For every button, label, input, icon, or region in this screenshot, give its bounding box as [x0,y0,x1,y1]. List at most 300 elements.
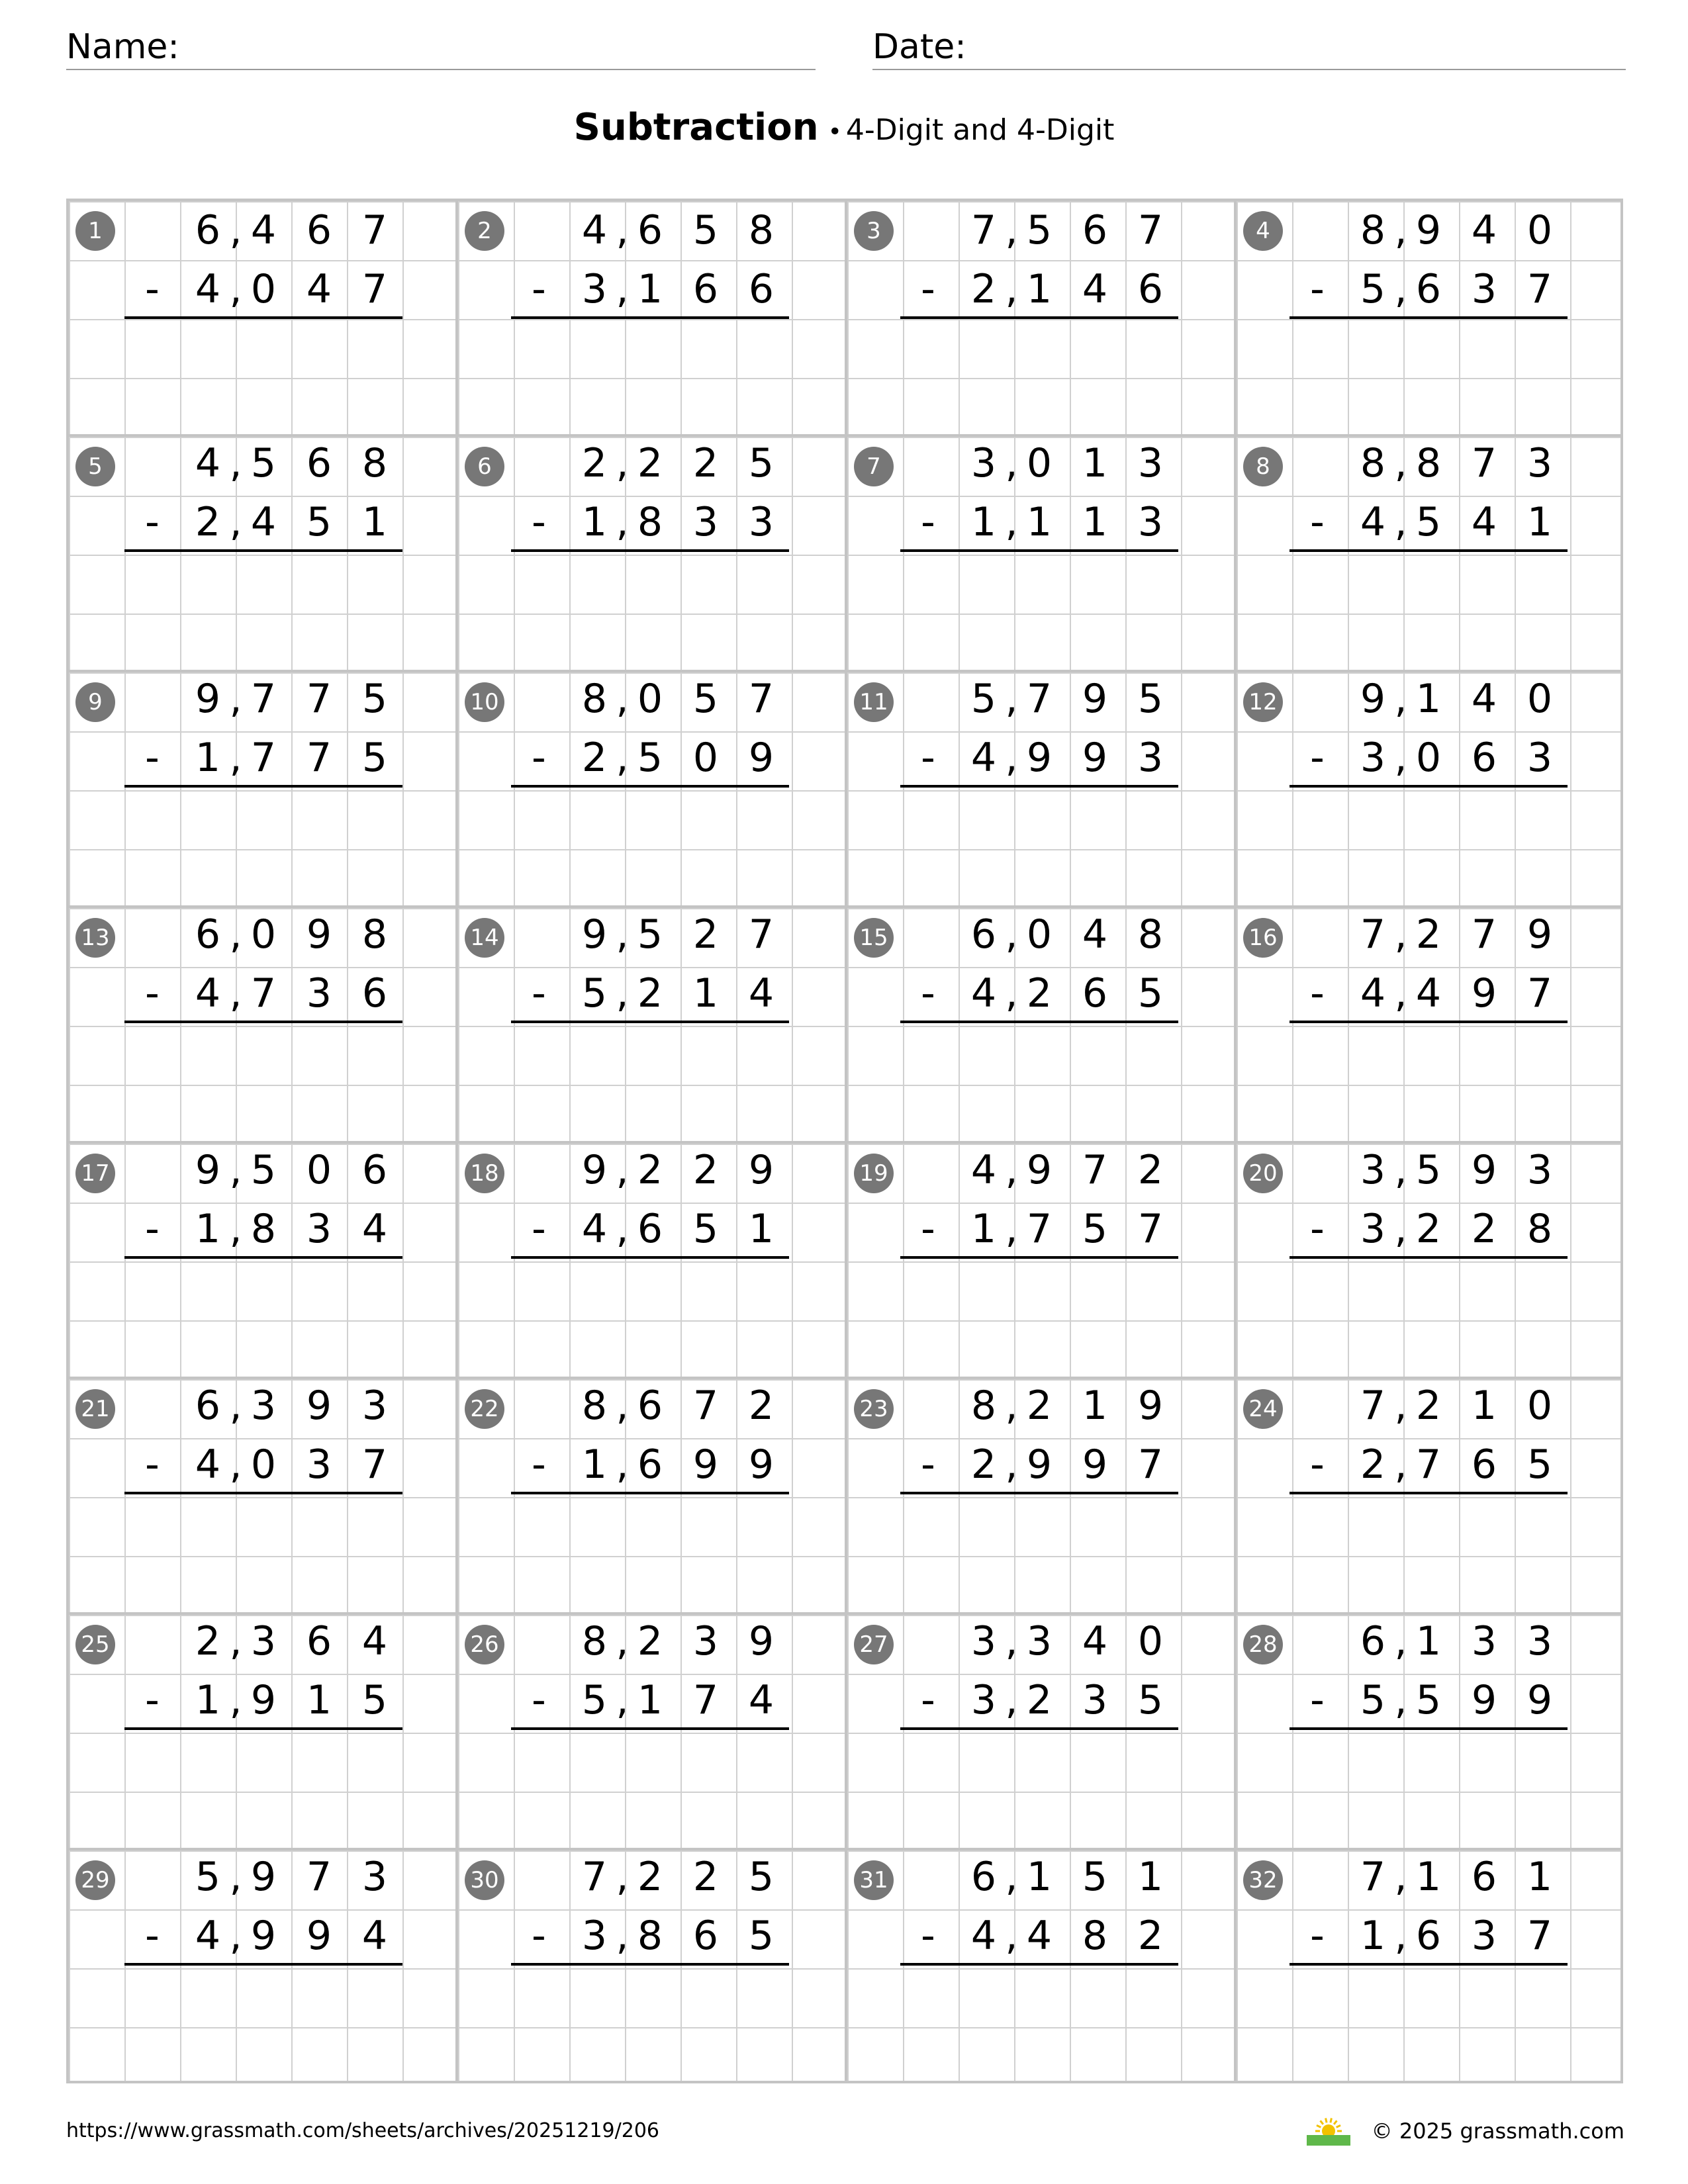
bottom-digit: 3 [1360,735,1386,781]
bottom-digit: 6 [637,1206,663,1252]
top-digit: 6 [1471,1854,1497,1900]
answer-line [511,1021,789,1023]
top-digit: 9 [1026,1147,1053,1193]
problem [845,201,1234,437]
top-digit: 4 [1082,911,1108,958]
bottom-digit: 2 [581,735,608,781]
problem-number-badge: 21 [75,1389,115,1429]
thousands-comma: , [616,1441,629,1488]
thousands-comma: , [1005,207,1018,253]
bottom-digit: 1 [970,1206,997,1252]
bottom-digit: 5 [1415,499,1442,545]
minus-sign: - [532,499,546,545]
top-digit: 9 [1082,676,1108,722]
thousands-comma: , [616,499,629,545]
top-digit: 8 [581,1383,608,1429]
thousands-comma: , [1394,1854,1407,1900]
problem [69,1612,458,1848]
bottom-digit: 1 [195,1206,221,1252]
problem-number-badge: 10 [465,682,504,722]
bottom-digit: 3 [748,499,774,545]
thousands-comma: , [229,499,242,545]
top-digit: 6 [970,911,997,958]
top-digit: 3 [1526,440,1553,486]
answer-line [511,1256,789,1259]
thousands-comma: , [1394,1913,1407,1959]
problem-number-badge: 8 [1243,447,1283,486]
top-digit: 2 [692,440,719,486]
bottom-digit: 5 [1082,1206,1108,1252]
top-digit: 5 [250,440,277,486]
top-digit: 1 [1415,1618,1442,1664]
bottom-digit: 5 [1360,1677,1386,1723]
top-digit: 5 [361,676,388,722]
bottom-digit: 6 [1471,1441,1497,1488]
problem-number-badge: 9 [75,682,115,722]
top-digit: 2 [692,911,719,958]
problem-number-badge: 31 [854,1860,894,1900]
thousands-comma: , [616,1206,629,1252]
top-digit: 1 [1526,1854,1553,1900]
thousands-comma: , [229,1206,242,1252]
bottom-digit: 4 [581,1206,608,1252]
top-digit: 5 [637,911,663,958]
problem [69,905,458,1141]
top-digit: 8 [1137,911,1164,958]
top-digit: 9 [306,911,332,958]
bottom-digit: 4 [1415,970,1442,1017]
bottom-digit: 7 [1415,1441,1442,1488]
top-digit: 8 [748,207,774,253]
problem [1234,434,1623,670]
top-digit: 6 [306,207,332,253]
answer-line [124,1963,402,1966]
problem-number-badge: 25 [75,1625,115,1664]
bottom-digit: 2 [1415,1206,1442,1252]
thousands-comma: , [229,911,242,958]
top-digit: 2 [1026,1383,1053,1429]
answer-line [900,1256,1178,1259]
bottom-digit: 3 [1471,1913,1497,1959]
bottom-digit: 7 [306,735,332,781]
problem-number-badge: 28 [1243,1625,1283,1664]
bottom-digit: 4 [1360,499,1386,545]
answer-line [1289,549,1568,552]
bottom-digit: 4 [361,1206,388,1252]
top-digit: 0 [1137,1618,1164,1664]
problem [455,905,845,1141]
top-digit: 6 [1082,207,1108,253]
top-digit: 0 [250,911,277,958]
bottom-digit: 6 [1137,266,1164,312]
problem-number-badge: 16 [1243,918,1283,958]
answer-line [124,316,402,319]
bottom-digit: 1 [581,1441,608,1488]
answer-line [124,785,402,788]
top-digit: 9 [1360,676,1386,722]
bottom-digit: 1 [1526,499,1553,545]
bottom-digit: 4 [195,1913,221,1959]
answer-line [900,1021,1178,1023]
answer-line [900,785,1178,788]
problem-number-badge: 27 [854,1625,894,1664]
top-digit: 3 [1526,1618,1553,1664]
bottom-digit: 7 [692,1677,719,1723]
bottom-digit: 9 [1082,735,1108,781]
answer-line [1289,1021,1568,1023]
problem [845,1141,1234,1377]
thousands-comma: , [1394,1147,1407,1193]
thousands-comma: , [1005,440,1018,486]
bottom-digit: 7 [1526,266,1553,312]
bottom-digit: 9 [1471,1677,1497,1723]
thousands-comma: , [1005,1618,1018,1664]
top-digit: 5 [748,1854,774,1900]
title-subtitle: 4-Digit and 4-Digit [845,113,1115,147]
bottom-digit: 7 [1526,1913,1553,1959]
bottom-digit: 0 [1415,735,1442,781]
bottom-digit: 9 [748,735,774,781]
bottom-digit: 9 [250,1677,277,1723]
bottom-digit: 3 [692,499,719,545]
minus-sign: - [921,499,935,545]
bottom-digit: 1 [361,499,388,545]
top-digit: 8 [970,1383,997,1429]
thousands-comma: , [1394,499,1407,545]
thousands-comma: , [1005,1383,1018,1429]
bottom-digit: 1 [195,1677,221,1723]
thousands-comma: , [616,1913,629,1959]
thousands-comma: , [616,911,629,958]
problem [69,1848,458,2083]
thousands-comma: , [1005,1913,1018,1959]
bottom-digit: 3 [1471,266,1497,312]
bottom-digit: 2 [1360,1441,1386,1488]
top-digit: 2 [692,1854,719,1900]
problem-number-badge: 19 [854,1154,894,1193]
bottom-digit: 5 [581,970,608,1017]
problem-number-badge: 12 [1243,682,1283,722]
minus-sign: - [145,1441,160,1488]
minus-sign: - [532,1441,546,1488]
top-digit: 4 [361,1618,388,1664]
top-digit: 5 [195,1854,221,1900]
problem [455,1141,845,1377]
problem-number-badge: 24 [1243,1389,1283,1429]
top-digit: 7 [1082,1147,1108,1193]
bottom-digit: 0 [250,1441,277,1488]
top-digit: 7 [1026,676,1053,722]
bottom-digit: 3 [1137,735,1164,781]
bottom-digit: 3 [306,1441,332,1488]
bottom-digit: 1 [748,1206,774,1252]
footer-url: https://www.grassmath.com/sheets/archives/20251219/206 [66,2119,660,2142]
answer-line [1289,316,1568,319]
problem-number-badge: 23 [854,1389,894,1429]
thousands-comma: , [616,1677,629,1723]
thousands-comma: , [1005,735,1018,781]
top-digit: 2 [1415,911,1442,958]
answer-line [511,785,789,788]
top-digit: 8 [361,911,388,958]
bottom-digit: 4 [970,1913,997,1959]
minus-sign: - [532,1913,546,1959]
bottom-digit: 4 [250,499,277,545]
minus-sign: - [921,1206,935,1252]
top-digit: 8 [581,676,608,722]
top-digit: 8 [1360,207,1386,253]
bottom-digit: 4 [1471,499,1497,545]
bottom-digit: 2 [195,499,221,545]
top-digit: 0 [1526,207,1553,253]
name-field[interactable] [66,25,816,70]
top-digit: 9 [306,1383,332,1429]
bottom-digit: 1 [637,1677,663,1723]
thousands-comma: , [1394,735,1407,781]
thousands-comma: , [1005,676,1018,722]
bottom-digit: 3 [1526,735,1553,781]
bottom-digit: 3 [306,970,332,1017]
bottom-digit: 6 [1471,735,1497,781]
bottom-digit: 9 [1471,970,1497,1017]
bottom-digit: 5 [692,1206,719,1252]
name-label: Name: [66,27,179,67]
problem-number-badge: 22 [465,1389,504,1429]
bottom-digit: 5 [748,1913,774,1959]
problem-number-badge: 5 [75,447,115,486]
answer-line [124,1492,402,1494]
top-digit: 7 [1360,911,1386,958]
thousands-comma: , [1005,911,1018,958]
bottom-digit: 4 [195,970,221,1017]
top-digit: 5 [1137,676,1164,722]
bottom-digit: 8 [1526,1206,1553,1252]
thousands-comma: , [229,440,242,486]
date-field[interactable] [872,25,1626,70]
thousands-comma: , [229,1854,242,1900]
top-digit: 4 [195,440,221,486]
bottom-digit: 6 [361,970,388,1017]
thousands-comma: , [229,1677,242,1723]
top-digit: 7 [970,207,997,253]
problem-number-badge: 17 [75,1154,115,1193]
minus-sign: - [145,970,160,1017]
bottom-digit: 2 [1137,1913,1164,1959]
top-digit: 9 [1137,1383,1164,1429]
top-digit: 2 [1137,1147,1164,1193]
bottom-digit: 4 [306,266,332,312]
thousands-comma: , [229,676,242,722]
problem-number-badge: 13 [75,918,115,958]
bottom-digit: 3 [1360,1206,1386,1252]
top-digit: 7 [1471,911,1497,958]
bottom-digit: 5 [1137,970,1164,1017]
top-digit: 0 [1526,1383,1553,1429]
bottom-digit: 6 [1415,1913,1442,1959]
answer-line [511,1963,789,1966]
thousands-comma: , [1005,1854,1018,1900]
bottom-digit: 7 [1137,1441,1164,1488]
top-digit: 3 [1526,1147,1553,1193]
problem [845,1377,1234,1612]
top-digit: 6 [195,911,221,958]
bottom-digit: 4 [1026,1913,1053,1959]
top-digit: 9 [1415,207,1442,253]
bottom-digit: 3 [581,266,608,312]
bottom-digit: 2 [1471,1206,1497,1252]
minus-sign: - [921,266,935,312]
top-digit: 9 [1471,1147,1497,1193]
top-digit: 3 [250,1618,277,1664]
problem [69,1141,458,1377]
problem-number-badge: 11 [854,682,894,722]
top-digit: 7 [250,676,277,722]
bottom-digit: 4 [970,735,997,781]
top-digit: 1 [1082,1383,1108,1429]
minus-sign: - [921,735,935,781]
answer-line [1289,1963,1568,1966]
top-digit: 5 [748,440,774,486]
bottom-digit: 9 [1526,1677,1553,1723]
problem [1234,905,1623,1141]
minus-sign: - [532,1677,546,1723]
thousands-comma: , [1005,1441,1018,1488]
thousands-comma: , [616,266,629,312]
top-digit: 3 [361,1854,388,1900]
bottom-digit: 7 [250,735,277,781]
thousands-comma: , [616,1854,629,1900]
footer-branding [1305,2115,1624,2147]
bottom-digit: 9 [748,1441,774,1488]
top-digit: 2 [637,1618,663,1664]
bottom-digit: 1 [1360,1913,1386,1959]
top-digit: 6 [970,1854,997,1900]
top-digit: 7 [1471,440,1497,486]
top-digit: 6 [306,440,332,486]
bottom-digit: 1 [692,970,719,1017]
top-digit: 3 [970,440,997,486]
bottom-digit: 1 [195,735,221,781]
thousands-comma: , [1394,1206,1407,1252]
thousands-comma: , [616,970,629,1017]
top-digit: 3 [1360,1147,1386,1193]
top-digit: 1 [1415,676,1442,722]
problem-number-badge: 32 [1243,1860,1283,1900]
bottom-digit: 9 [692,1441,719,1488]
top-digit: 4 [1082,1618,1108,1664]
minus-sign: - [145,735,160,781]
bottom-digit: 1 [970,499,997,545]
bottom-digit: 9 [1026,735,1053,781]
bottom-digit: 0 [250,266,277,312]
top-digit: 9 [195,1147,221,1193]
bottom-digit: 8 [637,1913,663,1959]
minus-sign: - [532,970,546,1017]
top-digit: 5 [1082,1854,1108,1900]
answer-line [1289,1256,1568,1259]
problem-number-badge: 4 [1243,211,1283,251]
top-digit: 6 [195,207,221,253]
minus-sign: - [1310,970,1325,1017]
top-digit: 6 [1360,1618,1386,1664]
problem-number-badge: 1 [75,211,115,251]
problem-number-badge: 26 [465,1625,504,1664]
top-digit: 1 [1137,1854,1164,1900]
bottom-digit: 6 [637,1441,663,1488]
bottom-digit: 4 [748,1677,774,1723]
top-digit: 9 [748,1618,774,1664]
top-digit: 8 [581,1618,608,1664]
top-digit: 0 [637,676,663,722]
problem [845,905,1234,1141]
problem-number-badge: 18 [465,1154,504,1193]
top-digit: 2 [637,1854,663,1900]
answer-line [511,549,789,552]
thousands-comma: , [229,735,242,781]
top-digit: 9 [1526,911,1553,958]
top-digit: 6 [361,1147,388,1193]
problem [1234,201,1623,437]
bottom-digit: 6 [1082,970,1108,1017]
problem-number-badge: 7 [854,447,894,486]
minus-sign: - [1310,1677,1325,1723]
thousands-comma: , [1005,266,1018,312]
thousands-comma: , [616,207,629,253]
bottom-digit: 4 [195,1441,221,1488]
problem-number-badge: 6 [465,447,504,486]
bottom-digit: 3 [581,1913,608,1959]
top-digit: 2 [195,1618,221,1664]
top-digit: 7 [306,1854,332,1900]
minus-sign: - [532,1206,546,1252]
problem [1234,670,1623,905]
bottom-digit: 9 [250,1913,277,1959]
answer-line [900,1727,1178,1730]
problem [845,1612,1234,1848]
top-digit: 8 [1360,440,1386,486]
top-digit: 9 [581,1147,608,1193]
problem-number-badge: 20 [1243,1154,1283,1193]
problem [845,1848,1234,2083]
answer-line [900,1492,1178,1494]
thousands-comma: , [1394,911,1407,958]
minus-sign: - [1310,1441,1325,1488]
problem [69,670,458,905]
minus-sign: - [921,970,935,1017]
thousands-comma: , [616,1618,629,1664]
top-digit: 0 [306,1147,332,1193]
bottom-digit: 3 [970,1677,997,1723]
top-digit: 3 [250,1383,277,1429]
thousands-comma: , [229,1147,242,1193]
thousands-comma: , [229,1441,242,1488]
problem [455,1377,845,1612]
minus-sign: - [1310,266,1325,312]
thousands-comma: , [1394,207,1407,253]
top-digit: 5 [250,1147,277,1193]
answer-line [124,1256,402,1259]
thousands-comma: , [1005,1206,1018,1252]
thousands-comma: , [1394,970,1407,1017]
problem [69,434,458,670]
bottom-digit: 4 [748,970,774,1017]
bottom-digit: 2 [1026,970,1053,1017]
minus-sign: - [921,1441,935,1488]
bottom-digit: 4 [361,1913,388,1959]
top-digit: 2 [1415,1383,1442,1429]
minus-sign: - [532,735,546,781]
top-digit: 6 [306,1618,332,1664]
